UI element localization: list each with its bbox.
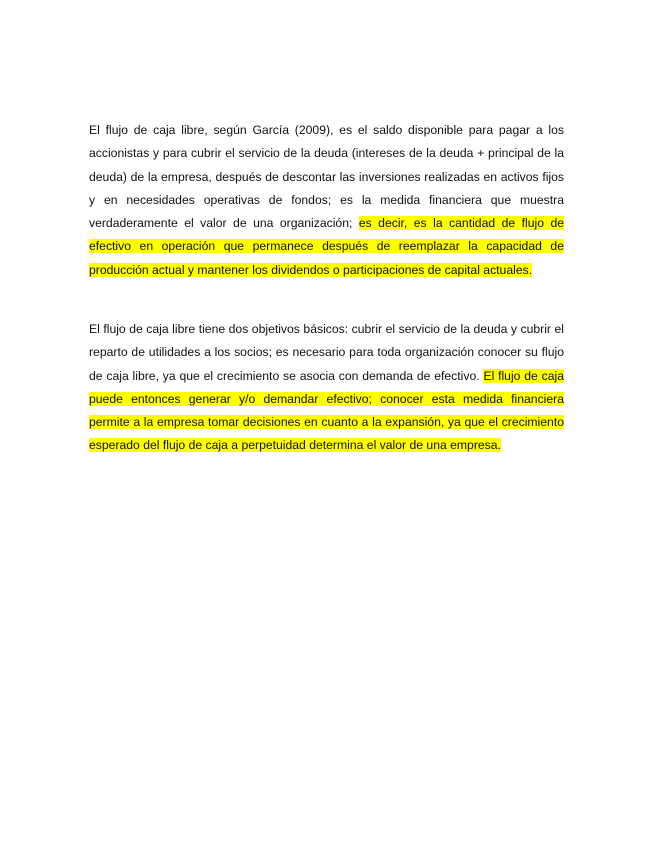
- highlighted-text: El flujo de caja puede entonces generar y/o demandar efectivo; conocer esta medida financiera permite a la empresa tomar decisiones en cuanto a la expansión, ya que el crecimiento esperado del flujo de caja a perpetuidad determina el valor de una empresa.: [89, 368, 564, 453]
- highlighted-text: es decir, es la cantidad de flujo de efectivo en operación que permanece después de reemplazar la capacidad de producción actual y mantener los dividendos o participaciones de capital actuales.: [89, 216, 565, 277]
- paragraph-free-cash-flow-objectives: [89, 318, 564, 458]
- paragraph-text: El flujo de caja libre, según García (2009), es el saldo disponible para pagar a los accionistas y para cubrir el servicio de la deuda (intereses de la deuda + principal de la deuda) de la empresa, después de descontar las inversiones realizadas en activos fijos y en necesidades operativas de fondos; es la medida financiera que muestra verdaderamente el valor de una organización;: [89, 123, 564, 231]
- paragraph-text: El flujo de caja libre tiene dos objetivos básicos: cubrir el servicio de la deuda y cubrir el reparto de utilidades a los socios; es necesario para toda organización conocer su flujo de caja libre, ya que el crecimiento se asocia con demanda de efectivo.: [89, 322, 564, 383]
- paragraph-free-cash-flow-definition: [89, 119, 564, 282]
